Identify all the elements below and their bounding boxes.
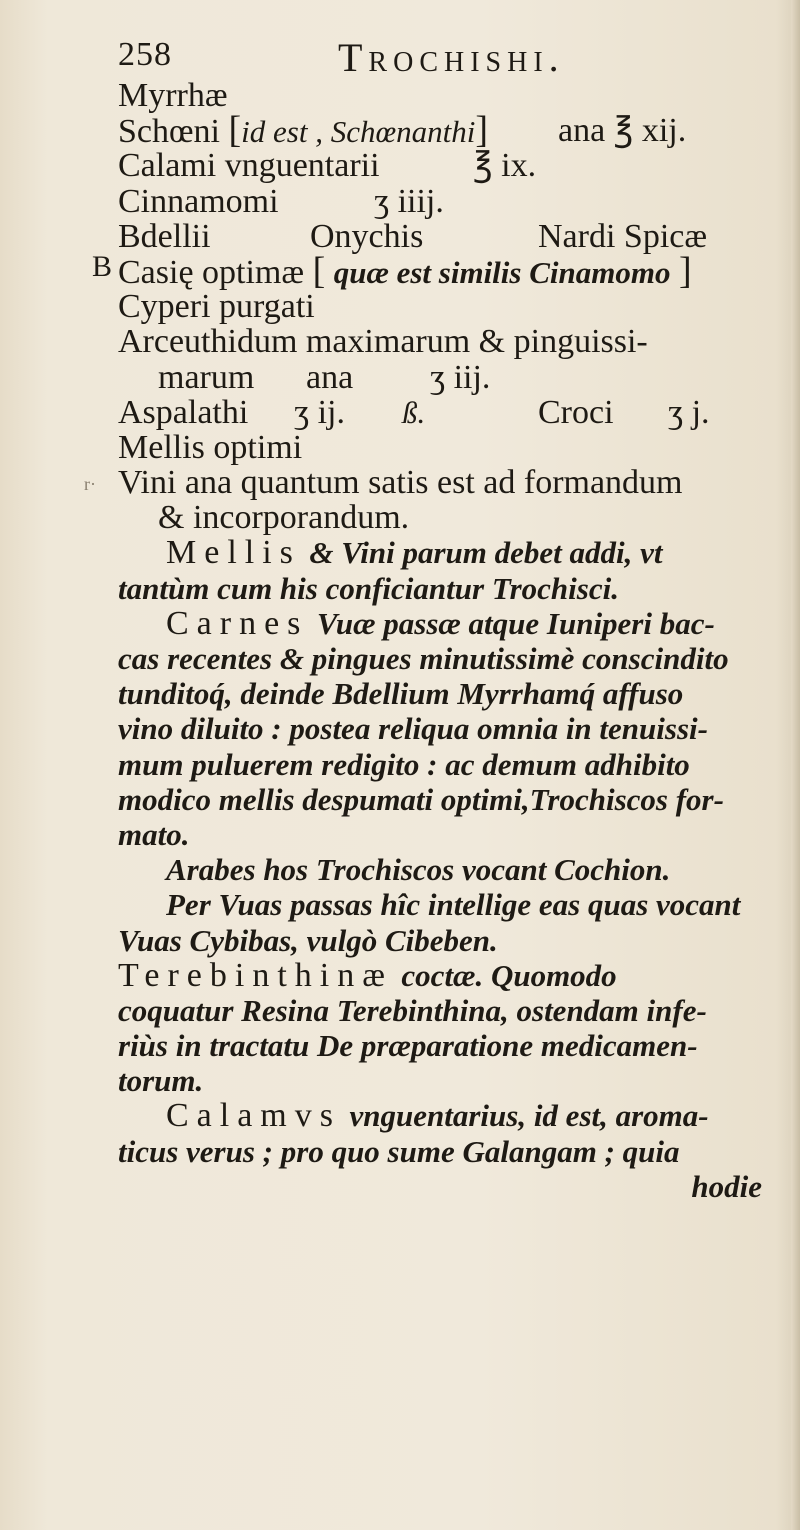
- text-line: [118, 1028, 790, 1063]
- text-line: [118, 109, 790, 152]
- text-line: [118, 711, 790, 746]
- lemma-calamus: Calamvs: [166, 1097, 341, 1135]
- text-fragment: modico mellis despumati optimi,Trochiscos for-: [118, 781, 724, 817]
- ingredient-aspalathi: Aspalathi: [118, 393, 249, 431]
- text-fragment: tunditoq́, deinde Bdellium Myrrhamq́ affuso: [118, 676, 684, 712]
- ingredient-calami: Calami vnguentarii: [118, 147, 380, 185]
- ingredient-nardi: Nardi Spicæ: [538, 217, 708, 255]
- ingredient-schoeni: Schœni: [118, 113, 220, 151]
- gloss: id est , Schœnanthi: [241, 114, 476, 150]
- text-fragment: mato.: [118, 816, 190, 852]
- ingredient-croci: Croci: [538, 393, 614, 431]
- lemma-terebinthinae: Terebinthinæ: [118, 956, 393, 994]
- text-line: [118, 641, 790, 676]
- catchword: hodie: [691, 1168, 762, 1204]
- dose-ana: ana: [306, 358, 354, 396]
- text-line: [118, 78, 790, 113]
- text-line: [118, 676, 790, 711]
- text-line: [118, 148, 790, 183]
- page-header: [118, 32, 778, 80]
- bracket-close: ]: [678, 249, 692, 292]
- bracket-open: [: [228, 109, 242, 152]
- text-line: [118, 324, 790, 359]
- text-line: [118, 360, 790, 395]
- text-line: [118, 1098, 790, 1133]
- ingredient-cyperi: Cyperi purgati: [118, 288, 315, 326]
- text-line: [118, 817, 790, 852]
- lemma-carnes: Carnes: [166, 604, 309, 642]
- running-title: Trochishi.: [338, 35, 565, 80]
- text-line: [118, 958, 790, 993]
- ingredient-onychis: Onychis: [310, 217, 424, 255]
- text-line: [118, 500, 790, 535]
- dose-semis: ß.: [402, 394, 426, 430]
- page-edge: [791, 0, 800, 1530]
- text-fragment: & incorporandum.: [158, 499, 410, 537]
- text-line: [118, 219, 790, 254]
- text-line: [118, 923, 790, 958]
- ingredient-myrrhae: Myrrhæ: [118, 77, 228, 114]
- text-line: [118, 184, 790, 219]
- ingredient-mellis: Mellis optimi: [118, 428, 303, 466]
- margin-mark: r·: [84, 474, 96, 494]
- text-line: [118, 1063, 790, 1098]
- margin-letter-b: B: [92, 250, 113, 283]
- ingredient-vini: Vini ana quantum satis est ad formandum: [118, 464, 683, 502]
- text-line: [118, 852, 790, 887]
- ingredient-arceuthidum: Arceuthidum maximarum & pinguissi-: [118, 323, 648, 361]
- dose: ʒ ij.: [294, 393, 345, 431]
- text-line: [118, 395, 790, 430]
- text-line: [118, 465, 790, 500]
- ingredient-bdellii: Bdellii: [118, 217, 211, 255]
- text-fragment: coquatur Resina Terebinthina, ostendam infe-: [118, 992, 707, 1028]
- text-fragment: Arabes hos Trochiscos vocant Cochion.: [166, 852, 671, 888]
- dose: ʒ iij.: [430, 358, 491, 396]
- dose: ʒ j.: [668, 393, 710, 431]
- text-fragment: riùs in tractatu De præparatione medicamen-: [118, 1028, 698, 1064]
- gloss: quæ est similis Cinamomo: [333, 254, 671, 290]
- lemma-mellis: Mellis: [166, 534, 301, 572]
- text-line: [118, 782, 790, 817]
- text-fragment: vino diluito : postea reliqua omnia in tenuissi-: [118, 711, 708, 747]
- text-line: [118, 571, 790, 606]
- catchword-line: [118, 1169, 790, 1204]
- text-line: [118, 1134, 790, 1169]
- text-fragment: & Vini parum debet addi, vt: [309, 535, 663, 571]
- text-fragment: coctæ. Quomodo: [401, 957, 617, 993]
- text-line: [118, 747, 790, 782]
- text-line: [118, 289, 790, 324]
- text-fragment: tantùm cum his conficiantur Trochisci.: [118, 570, 619, 606]
- text-line: [118, 249, 790, 292]
- dose: ʒ iiij.: [374, 182, 444, 220]
- text-fragment: ticus verus ; pro quo sume Galangam ; quia: [118, 1133, 680, 1169]
- text-fragment: marum: [158, 358, 255, 396]
- bracket-close: ]: [475, 109, 489, 152]
- text-line: [118, 430, 790, 465]
- dose: ana ℥ xij.: [558, 112, 687, 150]
- text-fragment: cas recentes & pingues minutissimè conscindito: [118, 641, 729, 676]
- text-fragment: vnguentarius, id est, aroma-: [349, 1098, 709, 1134]
- bracket-open: [: [312, 249, 326, 292]
- recipe-text: [118, 78, 790, 1204]
- text-line: [118, 606, 790, 641]
- text-fragment: torum.: [118, 1063, 204, 1099]
- text-line: [118, 993, 790, 1028]
- text-fragment: mum puluerem redigito : ac demum adhibito: [118, 746, 690, 782]
- text-line: [118, 887, 790, 922]
- page-number: 258: [118, 36, 172, 73]
- text-fragment: Vuas Cybibas, vulgò Cibeben.: [118, 922, 498, 958]
- text-fragment: Vuæ passæ atque Iuniperi bac-: [316, 605, 715, 641]
- ingredient-casiae: Casię optimæ: [118, 253, 305, 291]
- text-line: [118, 535, 790, 570]
- ingredient-cinnamomi: Cinnamomi: [118, 182, 279, 220]
- dose: ℥ ix.: [473, 147, 537, 185]
- text-fragment: Per Vuas passas hîc intellige eas quas vocant: [166, 887, 741, 923]
